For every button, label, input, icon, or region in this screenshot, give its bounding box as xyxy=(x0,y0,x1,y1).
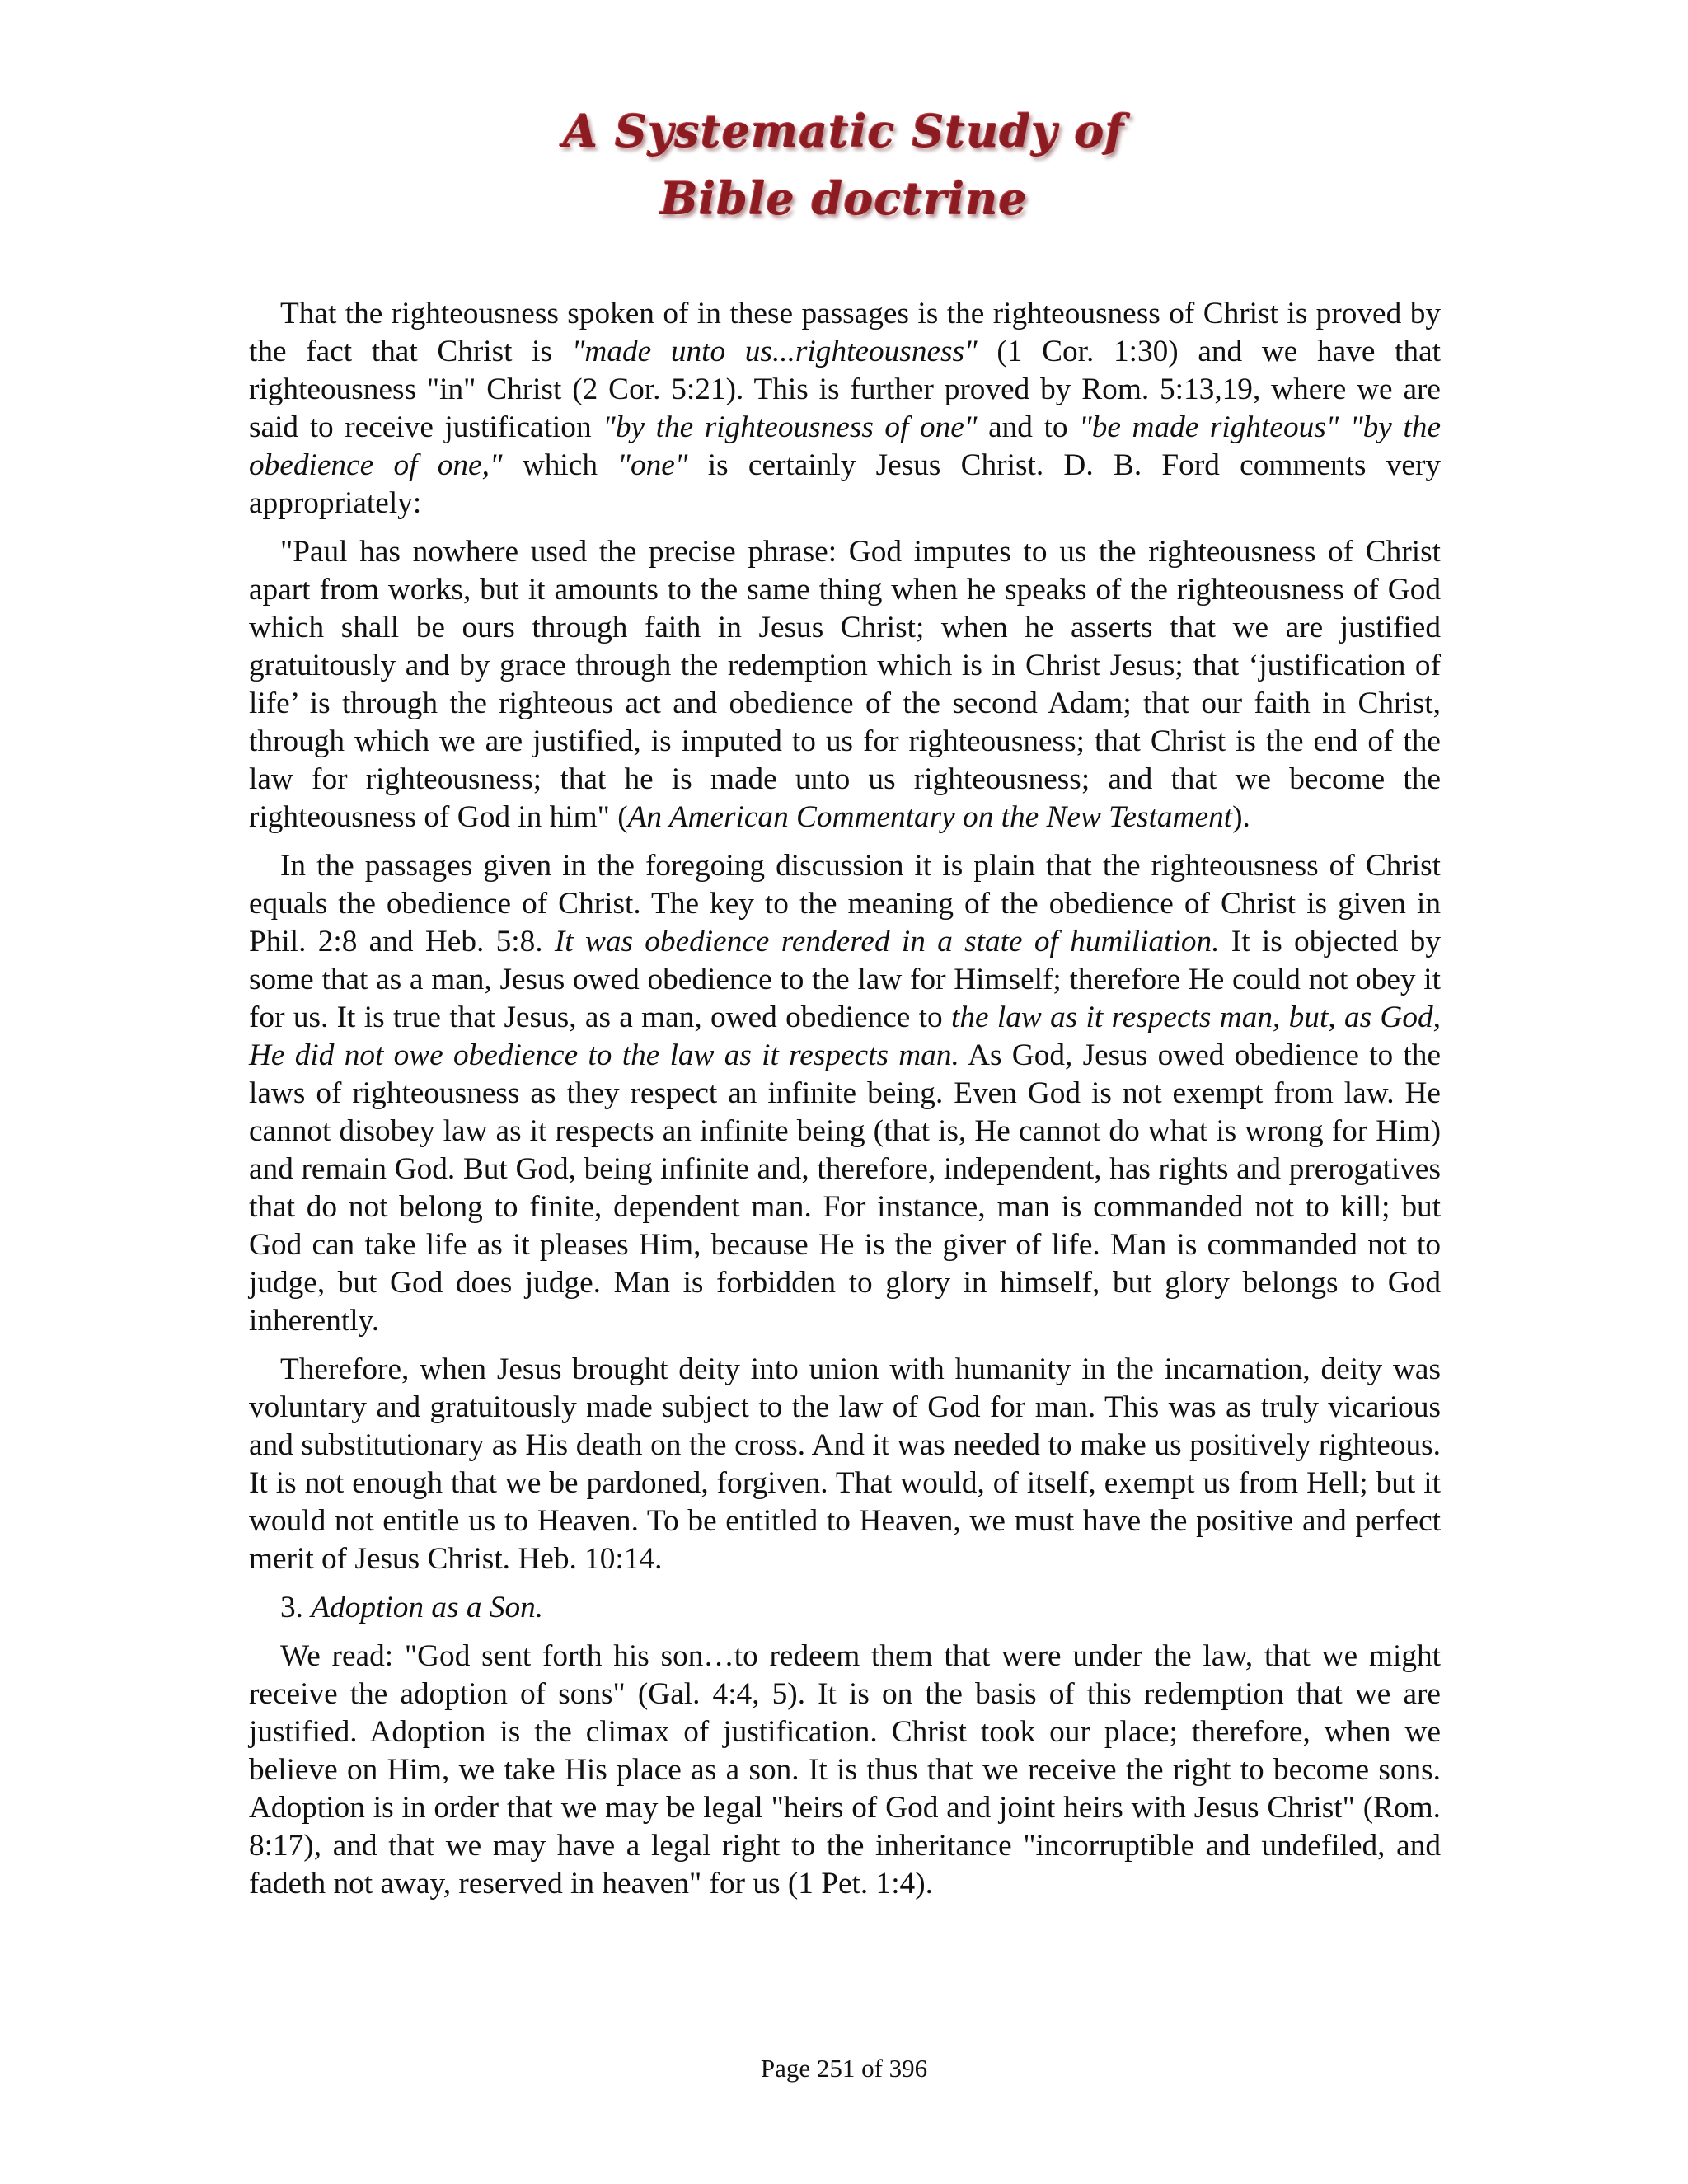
page-number: Page 251 of 396 xyxy=(760,2054,928,2083)
text-run: which xyxy=(502,448,618,482)
text-run: 3. xyxy=(280,1591,312,1624)
italic-text: It was obedience rendered in a state of humiliation. xyxy=(554,925,1220,958)
italic-text: "one" xyxy=(617,448,688,482)
italic-text: An American Commentary on the New Testament xyxy=(627,800,1233,834)
text-run: We read: "God sent forth his son…to redeem them that were under the law, that we might receive the adoption of sons" (Gal. 4:4, 5). It is on the basis of this redemption that we are justified. Adoption is the climax of justification. Christ took our place; therefore, when we believe on Him, we take His place as a son. It is thus that we receive the right to become sons. Adoption is in order that we may be legal "heirs of God and joint heirs with Jesus Christ" (Rom. 8:17), and that we may have a legal right to the inheritance "incorruptible and undefiled, and fadeth not away, reserved in heaven" for us (1 Pet. 1:4). xyxy=(249,1639,1441,1900)
italic-text: "be made righteous" "by the obedience of one," xyxy=(249,410,1441,482)
italic-text: the law as it respects man, but, as God, He did not owe obedience to the law as it respects man. xyxy=(249,1001,1441,1072)
book-title-line-2: Bible doctrine xyxy=(660,172,1028,225)
italic-text: "made unto us...righteousness" xyxy=(571,335,978,368)
paragraph xyxy=(249,295,1441,523)
paragraph xyxy=(249,1351,1441,1578)
italic-text: "by the righteousness of one" xyxy=(603,410,978,444)
page-body xyxy=(249,295,1441,1914)
text-run: It is objected by some that as a man, Jesus owed obedience to the law for Himself; therefore He could not obey it for us. It is true that Jesus, as a man, owed obedience to xyxy=(249,925,1441,1034)
italic-text: Adoption as a Son. xyxy=(311,1591,544,1624)
paragraph xyxy=(249,1638,1441,1903)
book-title-line-1: A Systematic Study of xyxy=(563,105,1125,157)
text-run: As God, Jesus owed obedience to the laws of righteousness as they respect an infinite being. Even God is not exempt from law. He cannot disobey law as it respects an infinite being (that is, He cannot do what is wrong for Him) and remain God. But God, being infinite and, therefore, independent, has rights and prerogatives that do not belong to finite, dependent man. For instance, man is commanded not to kill; but God can take life as it pleases Him, because He is the giver of life. Man is commanded not to judge, but God does judge. Man is forbidden to glory in himself, but glory belongs to God inherently. xyxy=(249,1038,1441,1338)
text-run: ). xyxy=(1232,800,1250,834)
text-run: That the righteousness spoken of in these passages is the righteousness of Christ is proved by the fact that Christ is xyxy=(249,297,1441,368)
text-run: and to xyxy=(977,410,1080,444)
text-run: In the passages given in the foregoing discussion it is plain that the righteousness of Christ equals the obedience of Christ. The key to the meaning of the obedience of Christ is given in Phil. 2:8 and Heb. 5:8. xyxy=(249,849,1441,958)
book-title-logo xyxy=(0,97,1688,232)
text-run: "Paul has nowhere used the precise phrase: God imputes to us the righteousness of Christ apart from works, but it amounts to the same thing when he speaks of the righteousness of God which shall be ours through faith in Jesus Christ; when he asserts that we are justified gratuitously and by grace through the redemption which is in Christ Jesus; that ‘justification of life’ is through the righteous act and obedience of the second Adam; that our faith in Christ, through which we are justified, is imputed to us for righteousness; that Christ is the end of the law for righteousness; that he is made unto us righteousness; and that we become the righteousness of God in him" ( xyxy=(249,535,1441,834)
paragraph xyxy=(249,847,1441,1340)
text-run: Therefore, when Jesus brought deity into union with humanity in the incarnation, deity was voluntary and gratuitously made subject to the law of God for man. This was as truly vicarious and substitutionary as His death on the cross. And it was needed to make us positively righteous. It is not enough that we be pardoned, forgiven. That would, of itself, exempt us from Hell; but it would not entitle us to Heaven. To be entitled to Heaven, we must have the positive and perfect merit of Jesus Christ. Heb. 10:14. xyxy=(249,1352,1441,1576)
section-heading xyxy=(249,1589,1441,1627)
block-quote-paragraph xyxy=(249,533,1441,837)
page-footer xyxy=(0,2052,1688,2085)
text-run: (1 Cor. 1:30) and we have that righteousness "in" Christ (2 Cor. 5:21). This is further proved by Rom. 5:13,19, where we are said to receive justification xyxy=(249,335,1441,444)
text-run: is certainly Jesus Christ. D. B. Ford comments very appropriately: xyxy=(249,448,1442,520)
page-header xyxy=(0,97,1688,232)
